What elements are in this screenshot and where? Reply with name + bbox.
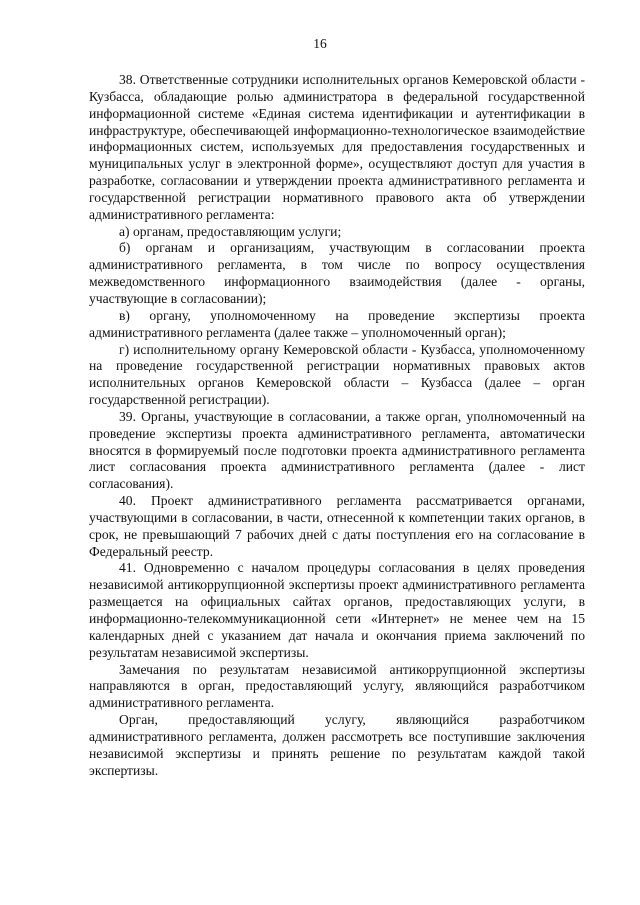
paragraph-39: 39. Органы, участвующие в согласовании, а также орган, уполномоченный на проведение экспертизы проекта административного регламента, автоматически вносятся в формируемый после подготовки проекта административного регламента лист согласования проекта административного регламента (далее - лист согласования). — [89, 408, 585, 492]
page-number: 16 — [313, 36, 327, 51]
paragraph-remarks: Замечания по результатам независимой антикоррупционной экспертизы направляются в орган, предоставляющий услугу, являющийся разработчиком административного регламента. — [89, 661, 585, 711]
list-item-a: а) органам, предоставляющим услуги; — [119, 223, 342, 239]
paragraph-40: 40. Проект административного регламента рассматривается органами, участвующими в согласовании, в части, отнесенной к компетенции таких органов, в срок, не превышающий 7 рабочих дней с даты поступления его на согласование в Федеральный реестр. — [89, 493, 585, 559]
document-body — [89, 72, 585, 779]
paragraph-organ-review: Орган, предоставляющий услугу, являющийся разработчиком административного регламента, должен рассмотреть все поступившие заключения независимой экспертизы и принять решение по результатам каждой такой экспертизы. — [89, 712, 585, 778]
list-item-g: г) исполнительному органу Кемеровской области - Кузбасса, уполномоченному на проведение государственной регистрации нормативных правовых актов исполнительных органов Кемеровской области – Кузбасса (далее – орган государственной регистрации). — [89, 341, 585, 408]
list-item-v: в) органу, уполномоченному на проведение экспертизы проекта административного регламента (далее также – уполномоченный орган); — [89, 307, 585, 340]
list-item-b: б) органам и организациям, участвующим в согласовании проекта административного регламента, в том числе по вопросу осуществления межведомственного информационного взаимодействия (далее - органы, участвующие в согласовании); — [89, 240, 585, 306]
paragraph-41: 41. Одновременно с началом процедуры согласования в целях проведения независимой антикоррупционной экспертизы проект административного регламента размещается на официальных сайтах органов, предоставляющих услуги, в информационно-телекоммуникационной сети «Интернет» не менее чем на 15 календарных дней с указанием дат начала и окончания приема заключений по результатам независимой экспертизы. — [89, 560, 585, 660]
paragraph-38: 38. Ответственные сотрудники исполнительных органов Кемеровской области - Кузбасса, обладающие ролью администратора в федеральной государственной информационной системе «Единая система идентификации и аутентификации в инфраструктуре, обеспечивающей информационно-технологическое взаимодействие информационных систем, используемых для предоставления государственных и муниципальных услуг в электронной форме», осуществляют доступ для участия в разработке, согласовании и утверждении проекта административного регламента и государственной регистрации нормативного правового акта об утверждении административного регламента: — [89, 72, 585, 222]
